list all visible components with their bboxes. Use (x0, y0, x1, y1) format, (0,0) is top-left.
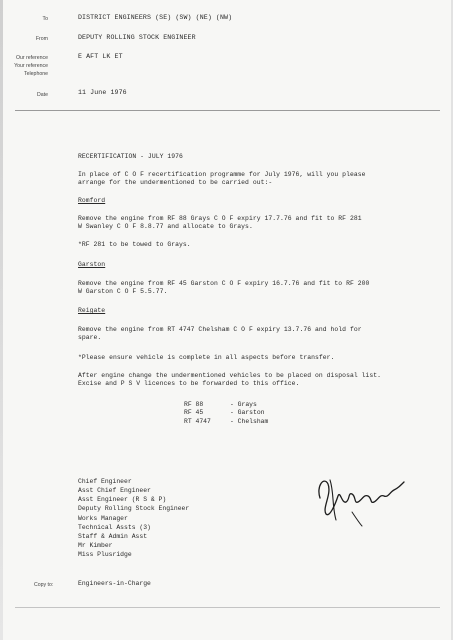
disposal-vehicle: RT 4747 (184, 418, 211, 425)
subject-line: RECERTIFICATION - JULY 1976 (78, 153, 183, 160)
distribution-item: Staff & Admin Asst (78, 533, 148, 540)
distribution-item: Works Manager (78, 515, 128, 522)
romford-line-1: Remove the engine from RF 88 Grays C O F expiry 17.7.76 and fit to RF 281 (78, 215, 362, 222)
disposal-location: - Grays (230, 401, 257, 408)
ensure-note: *Please ensure vehicle is complete in all aspects before transfer. (78, 354, 335, 361)
telephone-label: Telephone (24, 71, 48, 77)
distribution-item: Asst Engineer (R S & P) (78, 496, 167, 503)
disposal-location: - Chelsham (230, 418, 269, 425)
section-heading-romford: Romford (78, 197, 106, 204)
copy-to-value: Engineers-in-Charge (78, 580, 151, 587)
romford-line-2: W Swanley C O F 8.8.77 and allocate to Grays. (78, 223, 253, 230)
romford-note: *RF 281 to be towed to Grays. (78, 241, 191, 248)
distribution-item: Asst Chief Engineer (78, 487, 151, 494)
intro-line-2: arrange for the undermentioned to be carried out:- (78, 179, 273, 186)
garston-line-2: W Garston C O F 5.5.77. (78, 288, 168, 295)
distribution-item: Miss Plusridge (78, 551, 132, 558)
disposal-location: - Garston (230, 409, 265, 416)
distribution-item: Technical Assts (3) (78, 524, 151, 531)
signature-image (312, 468, 412, 530)
reigate-line-2: spare. (78, 334, 102, 341)
section-heading-garston: Garston (78, 261, 106, 268)
page-edge-shadow (0, 0, 3, 640)
reigate-line-1: Remove the engine from RT 4747 Chelsham C O F expiry 13.7.76 and hold for (78, 326, 362, 333)
copy-to-label: Copy to: (34, 582, 54, 588)
intro-line-1: In place of C O F recertification programme for July 1976, will you please (78, 171, 366, 178)
disposal-line-2: Excise and P S V licences to be forwarded to this office. (78, 380, 300, 387)
header-divider (15, 110, 440, 111)
from-value: DEPUTY ROLLING STOCK ENGINEER (78, 34, 196, 41)
garston-line-1: Remove the engine from RF 45 Garston C O F expiry 16.7.76 and fit to RF 200 (78, 280, 370, 287)
footer-divider (15, 607, 440, 608)
to-label: To (42, 16, 48, 22)
section-heading-reigate: Reigate (78, 307, 106, 314)
our-reference-label: Our reference (15, 55, 48, 61)
date-value: 11 June 1976 (78, 89, 127, 96)
disposal-vehicle: RF 88 (184, 401, 204, 408)
to-value: DISTRICT ENGINEERS (SE) (SW) (NE) (NW) (78, 14, 233, 21)
distribution-item: Deputy Rolling Stock Engineer (78, 505, 190, 512)
disposal-line-1: After engine change the undermentioned vehicles to be placed on disposal list. (78, 372, 382, 379)
distribution-item: Mr Kimber (78, 542, 113, 549)
disposal-vehicle: RF 45 (184, 409, 204, 416)
our-reference-value: E AFT LK ET (78, 53, 123, 60)
from-label: From (35, 36, 48, 42)
date-label: Date (37, 92, 48, 98)
your-reference-label: Your reference (14, 63, 48, 69)
distribution-item: Chief Engineer (78, 478, 132, 485)
